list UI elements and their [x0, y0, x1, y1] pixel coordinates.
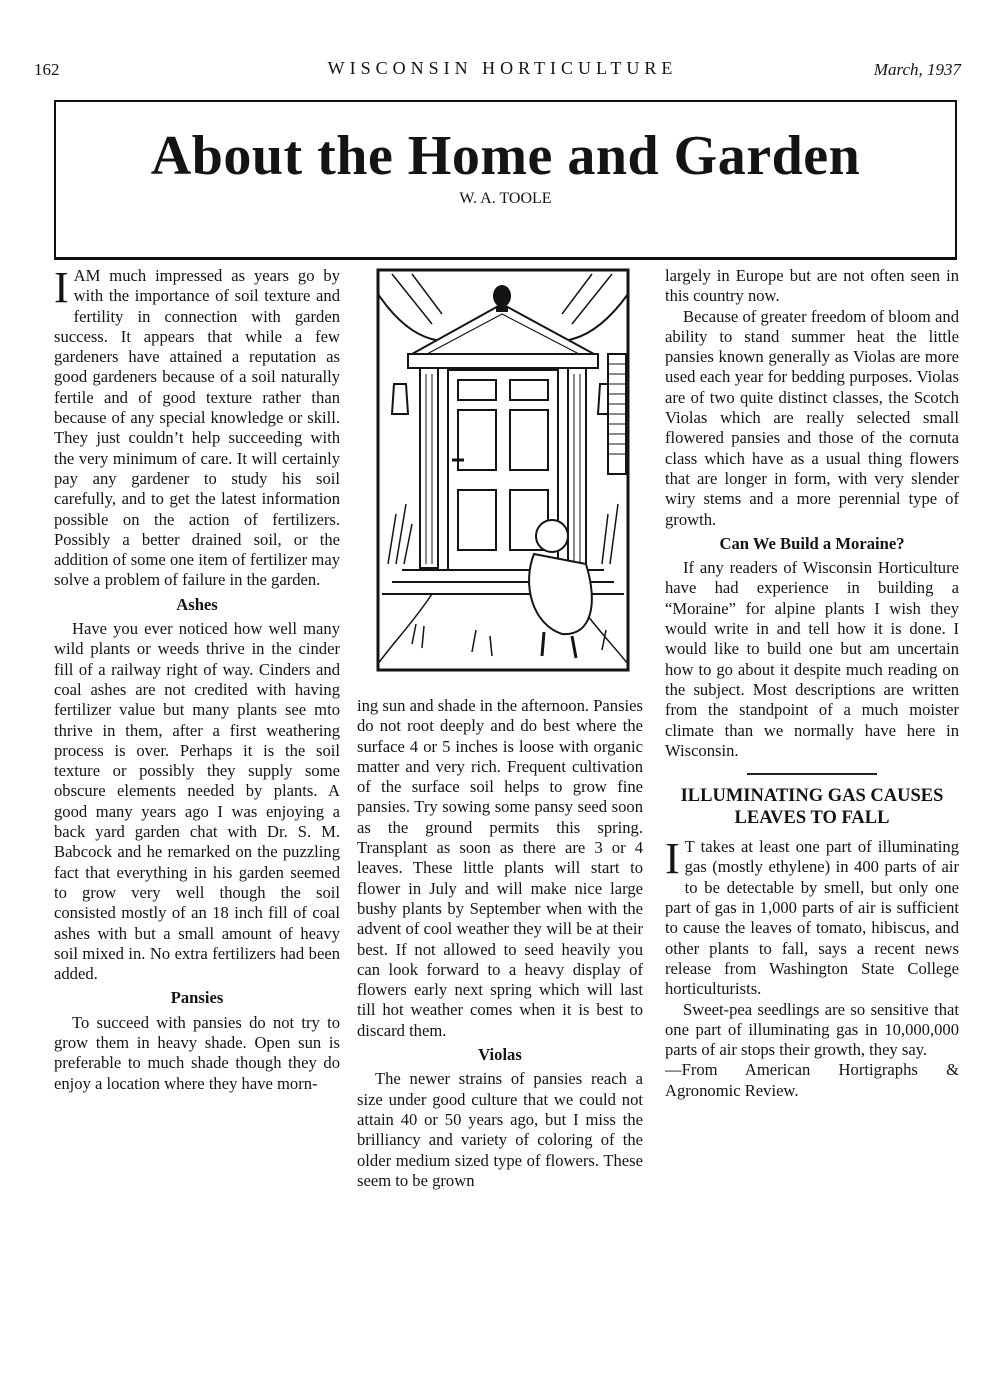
title-box	[54, 100, 957, 260]
section-heading-ashes: Ashes	[176, 594, 218, 614]
violas-paragraph-continued: largely in Europe but are not often seen in this country now.	[665, 266, 959, 306]
section-heading-violas: Violas	[478, 1045, 522, 1065]
drop-cap: I	[54, 263, 69, 312]
column-middle	[357, 696, 643, 1191]
moraine-paragraph: If any readers of Wisconsin Horticulture have had experience in building a “Moraine” for alpine plants I wish they would write in and tell how it is done. I would like to build one but am uncertain how to go about it despite much reading on the subject. Most descriptions are written from the standpoint of a much moister climate than we normally have here in Wisconsin.	[665, 558, 959, 760]
doorway-illustration	[372, 264, 634, 678]
intro-paragraph: IAM much impressed as years go by with the importance of soil texture and fertility in connection with garden success. It appears that while a few gardeners have attained a reputation as good gardeners because of a soil naturally fertile and of good texture rather than because of any special knowledge or skill. They just couldn’t help succeeding with the very minimum of care. It will certainly pay any gardener to study his soil carefully, and to get the latest information possible on the action of fertilizers. Possibly a better drained soil, or the addition of some one item of fertilizer may solve a problem of failure in the garden.	[54, 263, 340, 590]
ashes-paragraph: Have you ever noticed how well many wild plants or weeds thrive in the cinder fill of a railway right of way. Cinders and coal ashes are not credited with having fertilizer value but many plants see mto thrive in them, after a first weathering process is over. Perhaps it is the soil texture or possibly they supply some obscure elements needed by plants. A good many years ago I was enjoying a back yard garden chat with Dr. S. M. Babcock and he remarked on the puzzling fact that everything in his garden seemed to grow very well though the soil consisted mostly of an 18 inch fill of coal ashes with but a small amount of heavy soil mixed in. No extra fertilizers had been added.	[54, 619, 340, 984]
section-heading-pansies: Pansies	[170, 988, 224, 1008]
byline: W. A. TOOLE	[459, 190, 552, 207]
sidebar-heading: ILLUMINATING GAS CAUSES LEAVES TO FALL	[680, 786, 944, 829]
pansies-paragraph-continued: ing sun and shade in the afternoon. Pansies do not root deeply and do best where the surface 4 or 5 inches is loose with organic matter and very rich. Frequent cultivation of the surface soil helps to grow fine pansies. Try sowing some pansy seed soon as the ground permits this spring. Transplant as soon as there are 3 or 4 leaves. These little plants will start to flower in July and will make nice large bushy plants by September when with the advent of cool weather they will be at their best. If not allowed to seed heavily you can look forward to a heavy display of flowers early next spring which will last till hot weather comes when it is best to discard them.	[357, 696, 643, 1040]
page-number: 162	[34, 60, 60, 79]
violas-paragraph: The newer strains of pansies reach a size under good culture that we could not attain 40 or 50 years ago, but I miss the brilliancy and variety of coloring of the older medium sized type of flowers. These seem to be grown	[357, 1069, 643, 1190]
sidebar-source: —From American Hortigraphs & Agronomic Review.	[665, 1060, 959, 1100]
column-right	[665, 266, 959, 1101]
column-left	[54, 263, 340, 1094]
violas-paragraph-2: Because of greater freedom of bloom and ability to stand summer heat the little pansies known generally as Violas are more used each year for bedding purposes. Violas are of two quite distinct classes, the Scotch Violas which are really selected small flowered pansies and those of the cornuta class which have as a usual thing flowers that are longer in form, with very slender wiry stems and a more perennial type of growth.	[665, 306, 959, 529]
sidebar-drop-cap: I	[665, 834, 680, 884]
article-title: About the Home and Garden	[150, 125, 861, 187]
issue-date: March, 1937	[873, 60, 961, 79]
running-title: WISCONSIN HORTICULTURE	[327, 58, 678, 78]
section-heading-moraine: Can We Build a Moraine?	[719, 533, 905, 553]
sidebar-paragraph: I T takes at least one part of illuminating gas (mostly ethylene) in 400 parts of air to be detectable by smell, but only one part of gas in 1,000 parts of air is sufficient to cause the leaves of tomato, hibiscus, and other plants to fall, says a recent news release from Washington State College horticulturists.	[665, 834, 959, 999]
sidebar-paragraph-2: Sweet-pea seedlings are so sensitive that one part of illuminating gas in 10,000,000 parts of air stops their growth, they say.	[665, 999, 959, 1060]
section-divider	[747, 773, 877, 775]
pansies-paragraph: To succeed with pansies do not try to grow them in heavy shade. Open sun is preferable to much shade though they do enjoy a location where they have morn-	[54, 1012, 340, 1093]
page-header	[0, 56, 1005, 86]
